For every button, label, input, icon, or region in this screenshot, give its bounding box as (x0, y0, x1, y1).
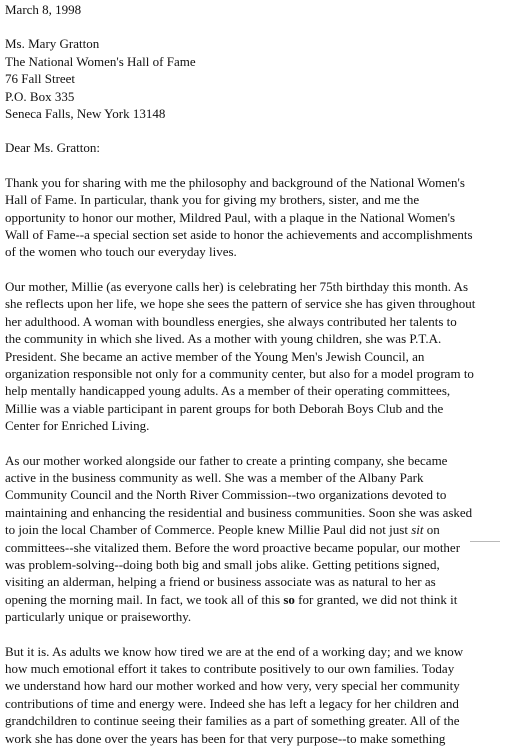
paragraph-4 (5, 643, 519, 747)
paragraph-line: Wall of Fame--a special section set aside to honor the achievements and accomplishments (5, 227, 473, 243)
spacer (5, 122, 519, 139)
paragraph-line: how much emotional effort it takes to contribute positively to our own families. Today (5, 661, 455, 676)
paragraph-line: of the women who touch our everyday lives. (5, 244, 237, 260)
spacer (5, 157, 519, 174)
spacer (5, 18, 519, 35)
paragraph-line: work she has done over the years has been for that very purpose--to make something (5, 730, 446, 746)
paragraph-3 (5, 452, 519, 626)
paragraph-line: contributions of time and energy were. Indeed she has left a legacy for her children and (5, 695, 459, 711)
salutation: Dear Ms. Gratton: (5, 140, 100, 156)
paragraph-line: particularly unique or praiseworthy. (5, 609, 192, 625)
paragraph-line: help mentally handicapped young adults. As a member of their operating committees, (5, 383, 451, 399)
paragraph-line: her adulthood. A woman with boundless energies, she always contributed her talents to (5, 313, 457, 329)
paragraph-line: committees--she vitalized them. Before the word proactive became popular, our mother (5, 539, 461, 555)
paragraph-line: Millie was a viable participant in parent groups for both Deborah Boys Club and the (5, 400, 444, 416)
line-text: for granted, we did not think it (294, 591, 458, 607)
line-text: on (423, 522, 440, 538)
letter-date: March 8, 1998 (5, 2, 82, 17)
paragraph-line: the community in which she lived. As a mother with young children, she was P.T.A. (5, 331, 442, 347)
recipient-address (5, 35, 519, 122)
emphasis-sit: sit (411, 522, 424, 538)
paragraph-line: grandchildren to continue seeing their families as a part of something greater. All of the (5, 713, 460, 729)
paragraph-line: Center for Enriched Living. (5, 418, 150, 434)
paragraph-line: visiting an alderman, helping a friend or business associate was as natural to her as (5, 574, 436, 590)
spacer (5, 435, 519, 452)
paragraph-line: active in the business community as well. She was a member of the Albany Park (5, 469, 424, 485)
paragraph-line: Hall of Fame. In particular, thank you for giving my brothers, sister, and me the (5, 192, 420, 208)
paragraph-line: Thank you for sharing with me the philosophy and background of the National Women's (5, 174, 465, 190)
paragraph-line: Community Council and the North River Commission--two organizations devoted to (5, 487, 447, 503)
paragraph-line: As our mother worked alongside our father to create a printing company, she became (5, 452, 448, 468)
paragraph-line: maintaining and enhancing the residential and business communities. Soon she was asked (5, 504, 473, 520)
line-text: to join the local Chamber of Commerce. People knew Millie Paul did not just (5, 522, 412, 538)
address-line-organization: The National Women's Hall of Fame (5, 53, 196, 69)
spacer (5, 261, 519, 278)
letter-body (5, 1, 519, 747)
paragraph-line: organization responsible not only for a community center, but also for a model program to (5, 365, 474, 381)
address-line-city: Seneca Falls, New York 13148 (5, 106, 166, 122)
paragraph-1 (5, 174, 519, 261)
paragraph-line: she reflects upon her life, we hope she sees the pattern of service she has given throughout (5, 296, 476, 312)
address-line-name: Ms. Mary Gratton (5, 36, 100, 52)
paragraph-2 (5, 278, 519, 435)
scan-mark (470, 541, 500, 542)
paragraph-line: was problem-solving--doing both big and small jobs alike. Getting petitions signed, (5, 556, 440, 572)
address-line-po-box: P.O. Box 335 (5, 88, 75, 104)
emphasis-so: so (283, 591, 295, 607)
paragraph-line (5, 521, 519, 538)
paragraph-line (5, 591, 519, 608)
paragraph-line: Our mother, Millie (as everyone calls her) is celebrating her 75th birthday this month. As (5, 278, 469, 294)
paragraph-line: opportunity to honor our mother, Mildred Paul, with a plaque in the National Women's (5, 209, 456, 225)
spacer (5, 626, 519, 643)
paragraph-line: President. She became an active member of the Young Men's Jewish Council, an (5, 348, 425, 364)
address-line-street: 76 Fall Street (5, 71, 76, 87)
paragraph-line: we understand how hard our mother worked and how very, very special her community (5, 678, 460, 694)
paragraph-line: But it is. As adults we know how tired we are at the end of a working day; and we know (5, 643, 464, 659)
line-text: opening the morning mail. In fact, we took all of this (5, 591, 284, 607)
